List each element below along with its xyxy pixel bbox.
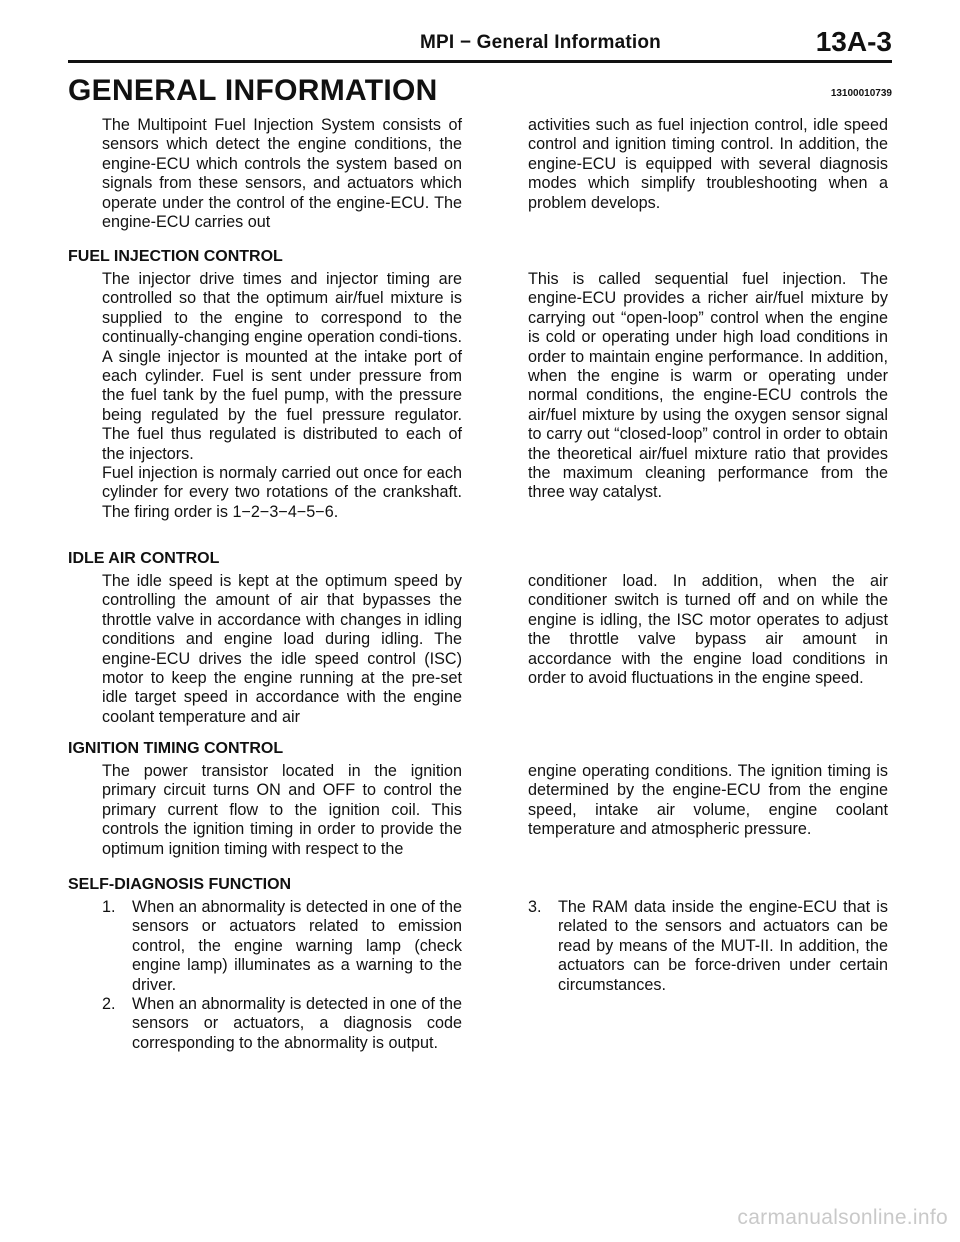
idle-right-text: conditioner load. In addition, when the air conditioner switch is turned off and on while the engine is idling, the ISC motor operates to adjust the throttle valve bypass air amount in accordance with the engine load conditions in order to avoid fluctuations in the engine speed. [528, 572, 888, 688]
selfdiag-right [528, 898, 888, 995]
self-diagnosis-heading: SELF-DIAGNOSIS FUNCTION [68, 876, 292, 893]
fuel-right [528, 270, 888, 503]
list-number: 1. [102, 898, 116, 916]
page-title: GENERAL INFORMATION [68, 74, 438, 107]
list-text: When an abnormality is detected in one of the sensors or actuators, a diagnosis code corresponding to the abnormality is output. [132, 995, 462, 1052]
header-title: MPI − General Information [420, 32, 661, 53]
fuel-left [102, 270, 462, 522]
fuel-injection-heading: FUEL INJECTION CONTROL [68, 248, 283, 265]
intro-right-text: activities such as fuel injection control, idle speed control and ignition timing control. In addition, the engine-ECU is equipped with several diagnosis modes which simplify troubleshooting when a problem develops. [528, 116, 888, 212]
page-header [68, 26, 892, 63]
list-item [102, 995, 462, 1053]
page-number: 13A-3 [815, 26, 892, 57]
fuel-left-p1: The injector drive times and injector timing are controlled so that the optimum air/fuel mixture is supplied to the engine to correspond to the continually-changing engine operation condi-tions. [102, 270, 462, 347]
idle-right [528, 572, 888, 688]
fuel-left-p3: Fuel injection is normaly carried out once for each cylinder for every two rotations of the crankshaft. The firing order is 1−2−3−4−5−6. [102, 464, 462, 521]
ignition-left [102, 762, 462, 859]
list-number: 2. [102, 995, 116, 1014]
intro-left [102, 116, 462, 232]
watermark: carmanualsonline.info [737, 1206, 948, 1229]
fuel-right-text: This is called sequential fuel injection. The engine-ECU provides a richer air/fuel mixture by carrying out “open-loop” control when the engine is cold or operating under high load conditions in order to maintain engine performance. In addition, when the engine is warm or operating under normal conditions, the engine-ECU controls the air/fuel mixture by using the oxygen sensor signal to carry out “closed-loop” control in order to obtain the theoretical air/fuel mixture ratio that provides the maximum cleaning performance from the three way catalyst. [528, 270, 888, 502]
ignition-timing-heading: IGNITION TIMING CONTROL [68, 740, 284, 757]
idle-air-heading: IDLE AIR CONTROL [68, 550, 220, 567]
ignition-left-text: The power transistor located in the ignition primary circuit turns ON and OFF to control the primary current flow to the ignition coil. This controls the ignition timing in order to provide the optimum ignition timing with respect to the [102, 762, 462, 858]
intro-right [528, 116, 888, 213]
list-item [102, 898, 462, 995]
selfdiag-left [102, 898, 462, 1053]
idle-left [102, 572, 462, 727]
ignition-right-text: engine operating conditions. The ignition timing is determined by the engine-ECU from the engine speed, intake air volume, engine coolant temperature and atmospheric pressure. [528, 762, 888, 839]
list-text: The RAM data inside the engine-ECU that is related to the sensors and actuators can be read by means of the MUT-II. In addition, the actuators can be force-driven under certain circumstances. [558, 898, 888, 994]
idle-left-text: The idle speed is kept at the optimum speed by controlling the amount of air that bypasses the throttle valve in accordance with changes in idling conditions and engine load during idling. The engine-ECU drives the idle speed control (ISC) motor to keep the engine running at the pre-set idle target speed in accordance with the engine coolant temperature and air [102, 572, 462, 726]
list-text: When an abnormality is detected in one of the sensors or actuators related to emission control, the engine warning lamp (check engine lamp) illuminates as a warning to the driver. [132, 898, 462, 994]
list-number: 3. [528, 898, 542, 916]
ignition-right [528, 762, 888, 840]
intro-left-text: The Multipoint Fuel Injection System consists of sensors which detect the engine conditions, the engine-ECU which controls the system based on signals from these sensors, and actuators which operate under the control of the engine-ECU. The engine-ECU carries out [102, 116, 462, 232]
list-item [528, 898, 888, 995]
document-id: 13100010739 [830, 88, 892, 99]
fuel-left-p2: A single injector is mounted at the intake port of each cylinder. Fuel is sent under pressure from the fuel tank by the fuel pump, with the pressure being regulated by the fuel pressure regulator. The fuel thus regulated is distributed to each of the injectors. [102, 347, 462, 463]
